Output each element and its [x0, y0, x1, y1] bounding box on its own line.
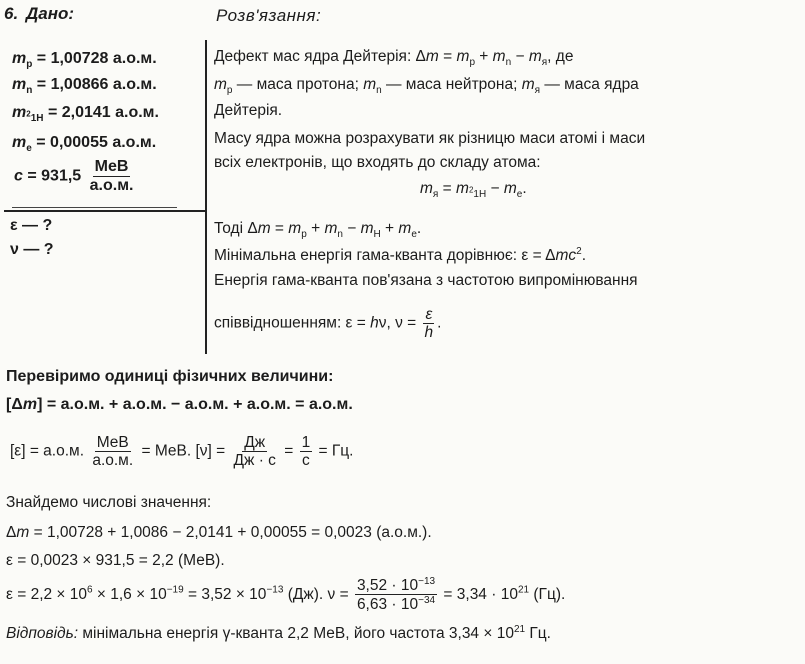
- given-c: c = 931,5 $\frac{\text{МеВ}}{а.о.м.}$: [14, 158, 134, 194]
- solution-line-1: Дефект мас ядра Дейтерія: $\Delta m = m_p + m_n - m_я$, де: [214, 48, 574, 69]
- problem-number: 6.: [4, 4, 19, 23]
- vertical-divider: [205, 40, 207, 354]
- check-line-1: [Δm] = а.о.м. + а.о.м. − а.о.м. + а.о.м. = а.о.м.: [6, 396, 353, 413]
- fraction: $\frac{3,52 \cdot 10^{-13}}{6,63 \cdot 10^{-34}}$: [356, 576, 436, 614]
- fraction: $\frac{1}{с}$: [301, 434, 311, 470]
- solution-line-5: всіх електронів, що входять до складу атома:: [214, 154, 541, 171]
- solution-formula-mya: $m_я = m_{^21H} - m_e$.: [420, 180, 527, 201]
- fraction: $\frac{\varepsilon}{h}$: [424, 306, 434, 342]
- given-title: Дано:: [26, 4, 75, 23]
- check-line-2: [ε] = а.о.м. $\frac{\text{МеВ}}{а.о.м.}$ = МеВ. [ν] = $\frac{Дж}{Дж \cdot с}$ = $\frac{1}{с}$ = Гц.: [10, 434, 354, 470]
- solution-line-4: Масу ядра можна розрахувати як різницю маси атомі і маси: [214, 130, 646, 147]
- numeric-line-2: ε = 0,0023 × 931,5 = 2,2 (МеВ).: [6, 552, 225, 569]
- given-mp: $m_p = 1,00728$ а.о.м.: [12, 50, 157, 71]
- numeric-line-3: $\varepsilon = 2,2 \times 10^6 \times 1,6 \times 10^{-19} = 3,52 \times 10^{-13}$ (Дж). ν = $\frac{3,52 \cdot 10^{-13}}{6,63 \cdot 10^{-34}}$ = $3,34 \cdot 10^{21}$ (Гц).: [6, 576, 566, 614]
- solution-line-8: Мінімальна енергія гама-кванта дорівнює: ε = Δmc$^2$.: [214, 246, 586, 265]
- given-mn: $m_n = 1,00866$ а.о.м.: [12, 76, 157, 97]
- given-me: $m_e = 0,00055$ а.о.м.: [12, 134, 157, 155]
- given-mh: $m_{^21H} = 2,0141$ а.о.м.: [12, 104, 159, 125]
- check-title: Перевіримо одиниці фізичних величини:: [6, 368, 334, 385]
- fraction: $\frac{\text{МеВ}}{а.о.м.}$: [92, 434, 134, 470]
- given-c-underline: [12, 207, 177, 208]
- solution-line-2: $m_p$ — маса протона; $m_n$ — маса нейтрона; $m_я$ — маса ядра: [214, 76, 639, 97]
- find-nu: ν — ?: [10, 241, 54, 258]
- answer: Відповідь: мінімальна енергія γ-кванта 2,2 МеВ, його частота $3,34 \times 10^{21}$ Гц.: [6, 624, 551, 643]
- fraction: $\frac{Дж}{Дж \cdot с}$: [233, 434, 276, 470]
- find-epsilon: ε — ?: [10, 217, 53, 234]
- solution-line-10: співвідношенням: ε = hν, ν = $\frac{\varepsilon}{h}$ .: [214, 306, 442, 342]
- given-find-divider: [4, 210, 205, 212]
- solution-title: Розв'язання:: [216, 6, 322, 25]
- numeric-title: Знайдемо числові значення:: [6, 494, 212, 511]
- solution-line-9: Енергія гама-кванта пов'язана з частотою випромінювання: [214, 272, 638, 289]
- solution-line-7: Тоді $\Delta m = m_p + m_n - m_H + m_e$.: [214, 220, 422, 241]
- solution-line-3: Дейтерія.: [214, 102, 283, 119]
- fraction: $\frac{\text{МеВ}}{а.о.м.}$: [89, 158, 134, 194]
- numeric-line-1: Δm = 1,00728 + 1,0086 − 2,0141 + 0,00055 = 0,0023 (а.о.м.).: [6, 524, 432, 541]
